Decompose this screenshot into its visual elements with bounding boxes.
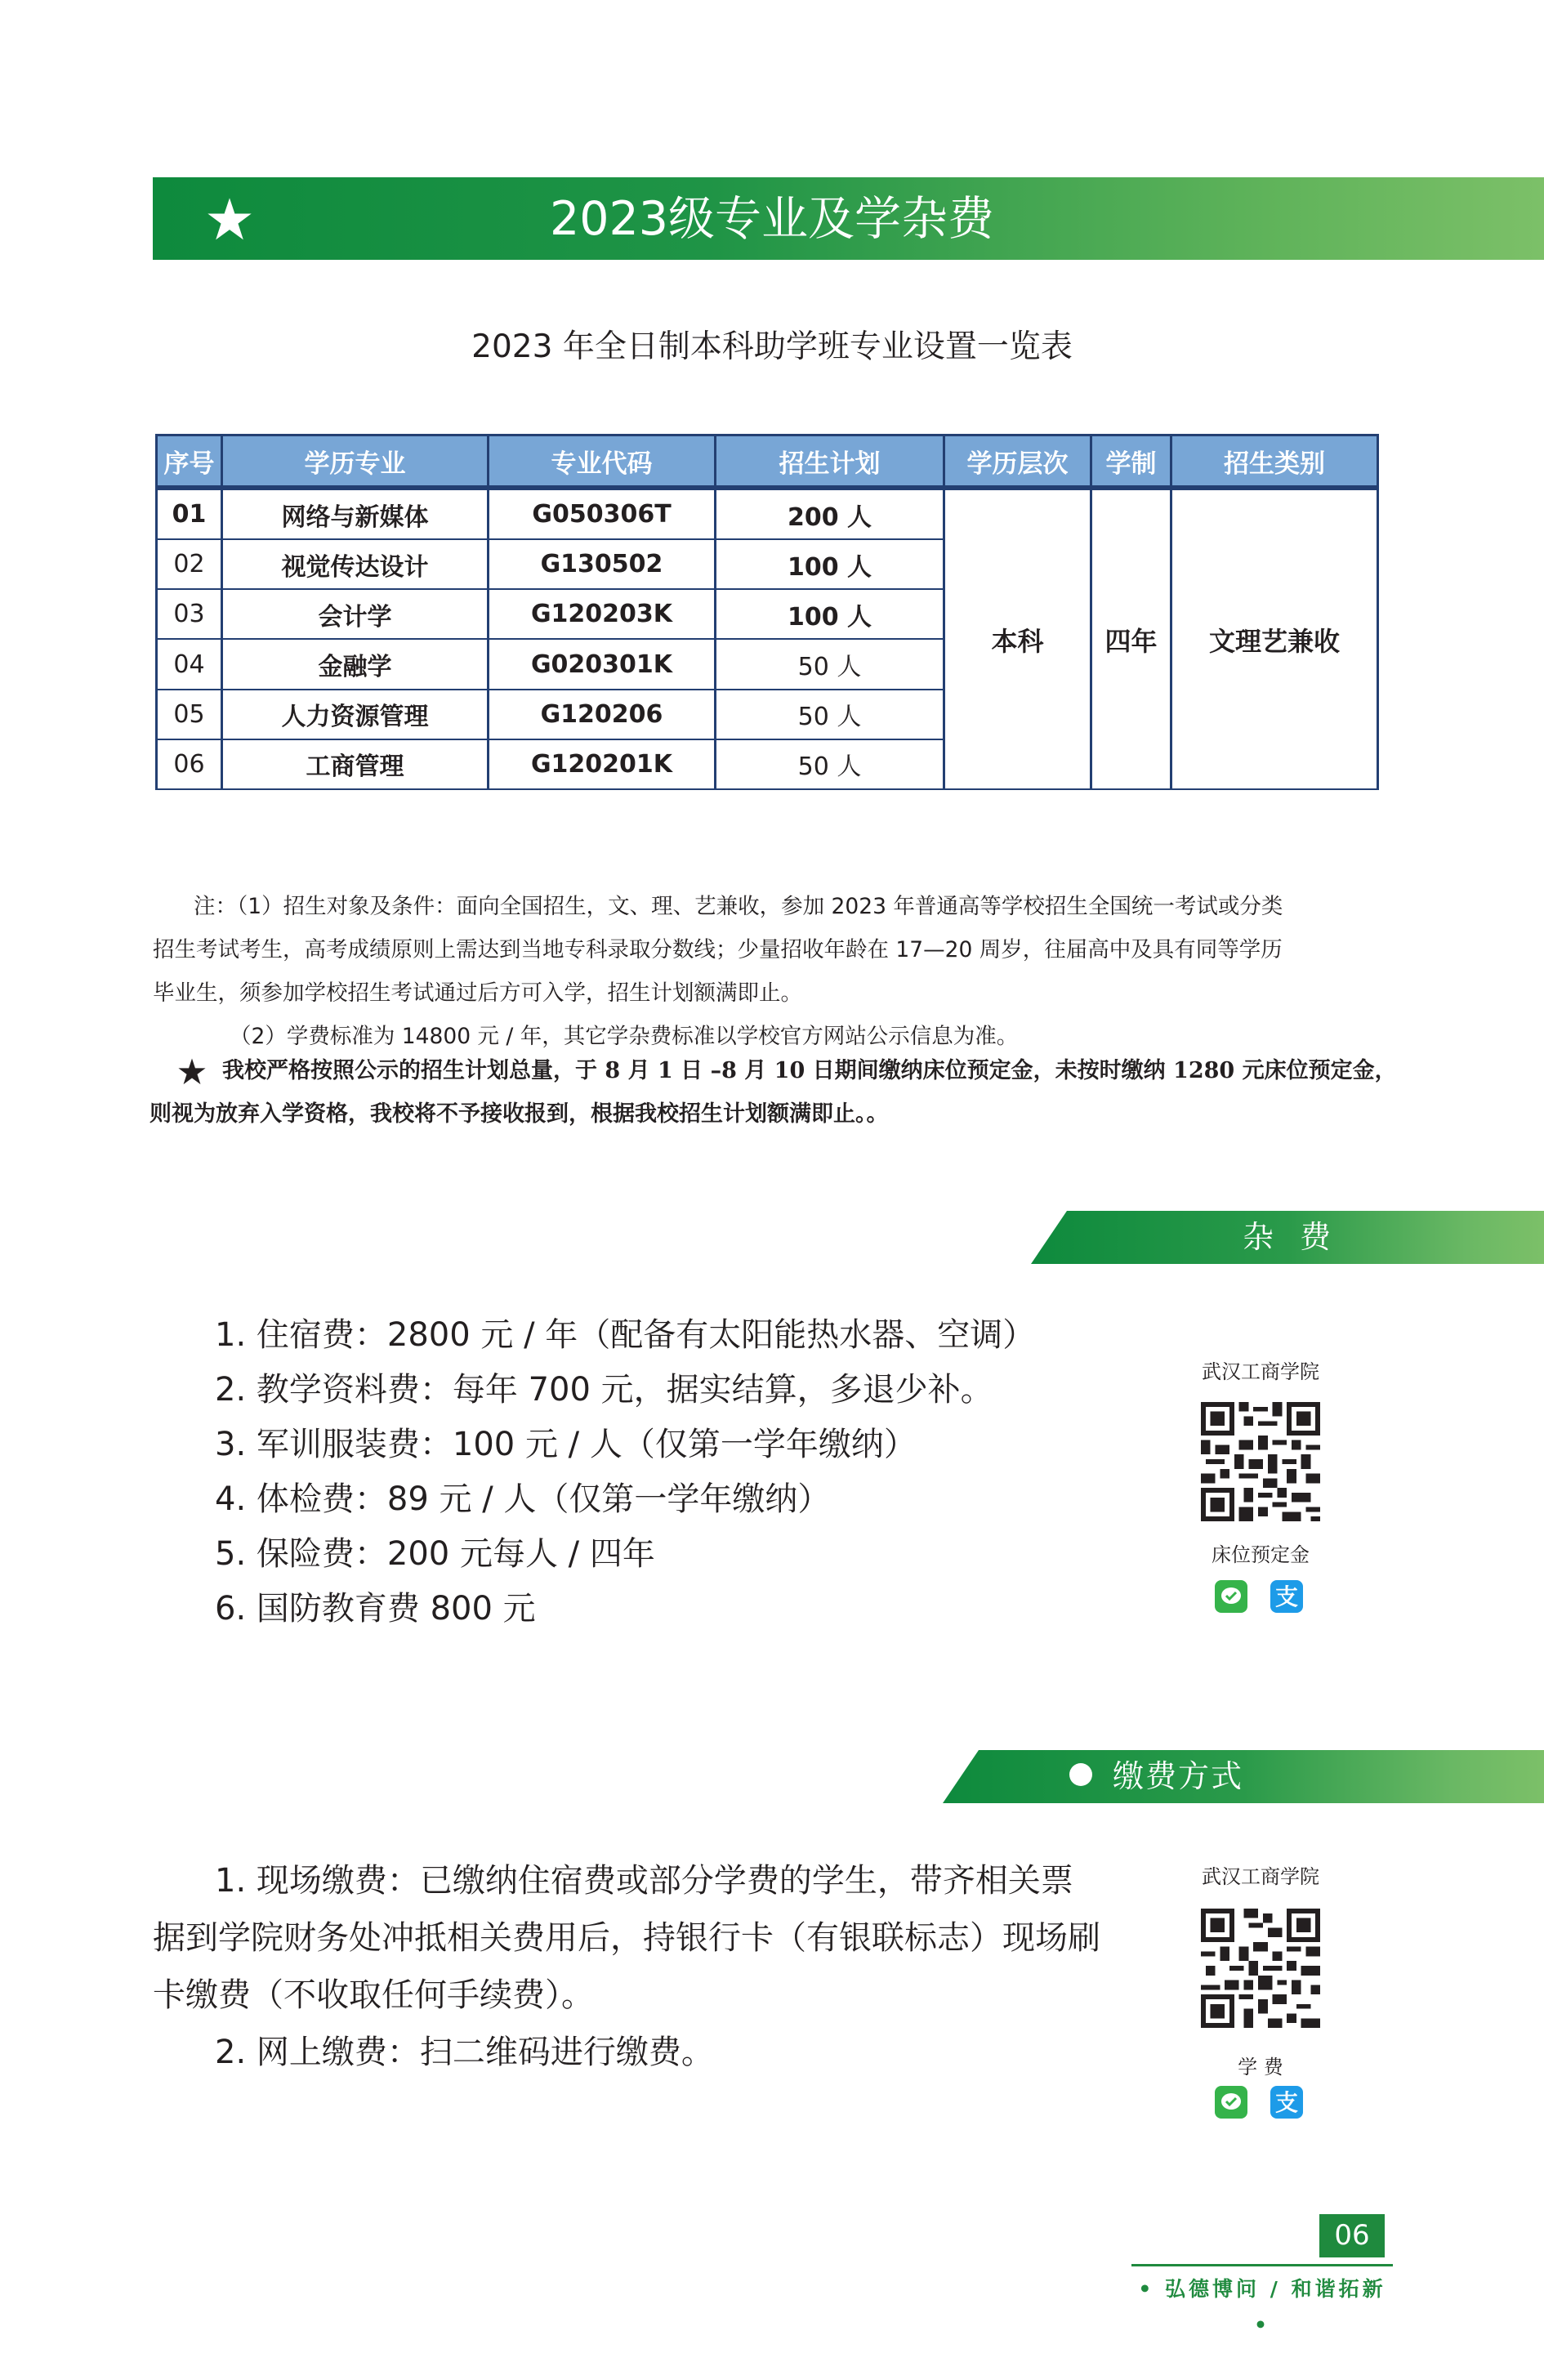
wechat-pay-icon[interactable]: [1215, 1580, 1247, 1613]
column-header: 招生类别: [1171, 435, 1378, 489]
table-title: 2023 年全日制本科助学班专业设置一览表: [471, 328, 1073, 365]
page-number: 06: [1334, 2219, 1370, 2252]
fee-item: 4. 体检费：89 元 / 人（仅第一学年缴纳）: [215, 1480, 831, 1518]
enrollment-plan: 50 人: [716, 639, 944, 689]
education-level: 本科: [944, 488, 1091, 789]
row-number: 05: [157, 690, 222, 739]
column-header: 学历专业: [222, 435, 489, 489]
qr-caption: 学 费: [1238, 2056, 1283, 2079]
page-title: 2023级专业及学杂费: [549, 192, 995, 246]
row-number: 03: [157, 589, 222, 639]
qr-school-name: 武汉工商学院: [1202, 1865, 1319, 1888]
column-header: 学历层次: [944, 435, 1091, 489]
enrollment-category: 文理艺兼收: [1171, 488, 1378, 789]
note-line: （2）学费标准为 14800 元 / 年，其它学杂费标准以学校官方网站公示信息为准。: [230, 1024, 1019, 1049]
fee-item: 5. 保险费：200 元每人 / 四年: [215, 1535, 655, 1573]
table-row: [157, 488, 1378, 539]
important-note: 我校严格按照公示的招生计划总量，于 8 月 1 日 –8 月 10 日期间缴纳床位预定金，未按时缴纳 1280 元床位预定金，: [222, 1058, 1397, 1083]
enrollment-plan: 50 人: [716, 690, 944, 739]
enrollment-plan: 100 人: [716, 589, 944, 639]
majors-table: [155, 434, 1379, 790]
payment-line: 2. 网上缴费：扫二维码进行缴费。: [215, 2034, 714, 2071]
fee-item: 1. 住宿费：2800 元 / 年（配备有太阳能热水器、空调）: [215, 1316, 1036, 1354]
alipay-icon[interactable]: [1270, 1580, 1303, 1613]
svg-text:支: 支: [1274, 2089, 1299, 2116]
major-name: 网络与新媒体: [222, 488, 489, 539]
fee-item: 2. 教学资料费：每年 700 元，据实结算，多退少补。: [215, 1371, 993, 1409]
alipay-icon[interactable]: [1270, 2086, 1303, 2119]
note-line: 注：（1）招生对象及条件：面向全国招生，文、理、艺兼收，参加 2023 年普通高等学校招生全国统一考试或分类: [194, 894, 1283, 919]
note-line: 招生考试考生，高考成绩原则上需达到当地专科录取分数线；少量招收年龄在 17—20 周岁，往届高中及具有同等学历: [153, 937, 1283, 962]
row-number: 04: [157, 639, 222, 689]
section-title-misc-fees: 杂 费: [1242, 1219, 1340, 1255]
footer-divider: [1131, 2264, 1393, 2266]
column-header: 学制: [1091, 435, 1171, 489]
star-icon: [177, 1057, 207, 1087]
bullet-dot-icon: [1069, 1763, 1092, 1786]
note-line: 毕业生，须参加学校招生考试通过后方可入学，招生计划额满即止。: [153, 980, 802, 1006]
fee-item: 6. 国防教育费 800 元: [215, 1590, 536, 1628]
qr-code-icon[interactable]: [1201, 1402, 1320, 1521]
svg-text:支: 支: [1274, 1583, 1299, 1610]
major-code: G120201K: [489, 739, 716, 789]
fee-item: 3. 军训服装费：100 元 / 人（仅第一学年缴纳）: [215, 1426, 917, 1463]
footer-slogan: • 弘德博问 / 和谐拓新 •: [1138, 2277, 1386, 2337]
important-note: 则视为放弃入学资格，我校将不予接收报到，根据我校招生计划额满即止。。: [149, 1101, 889, 1127]
major-code: G130502: [489, 539, 716, 589]
major-code: G120203K: [489, 589, 716, 639]
major-code: G120206: [489, 690, 716, 739]
enrollment-plan: 50 人: [716, 739, 944, 789]
payment-line: 1. 现场缴费：已缴纳住宿费或部分学费的学生，带齐相关票: [215, 1862, 1073, 1900]
qr-school-name: 武汉工商学院: [1202, 1360, 1319, 1383]
major-code: G050306T: [489, 488, 716, 539]
wechat-pay-icon[interactable]: [1215, 2086, 1247, 2119]
major-name: 工商管理: [222, 739, 489, 789]
row-number: 01: [157, 488, 222, 539]
study-duration: 四年: [1091, 488, 1171, 789]
major-name: 人力资源管理: [222, 690, 489, 739]
enrollment-plan: 200 人: [716, 488, 944, 539]
column-header: 序号: [157, 435, 222, 489]
column-header: 招生计划: [716, 435, 944, 489]
payment-line: 据到学院财务处冲抵相关费用后，持银行卡（有银联标志）现场刷: [153, 1919, 1100, 1957]
row-number: 06: [157, 739, 222, 789]
qr-code-icon[interactable]: [1201, 1909, 1320, 2028]
qr-caption: 床位预定金: [1212, 1543, 1310, 1566]
major-name: 会计学: [222, 589, 489, 639]
section-title-payment: 缴费方式: [1113, 1758, 1244, 1794]
enrollment-plan: 100 人: [716, 539, 944, 589]
row-number: 02: [157, 539, 222, 589]
column-header: 专业代码: [489, 435, 716, 489]
table-header-row: [157, 435, 1378, 489]
major-code: G020301K: [489, 639, 716, 689]
major-name: 金融学: [222, 639, 489, 689]
major-name: 视觉传达设计: [222, 539, 489, 589]
payment-line: 卡缴费（不收取任何手续费）。: [153, 1976, 594, 2014]
